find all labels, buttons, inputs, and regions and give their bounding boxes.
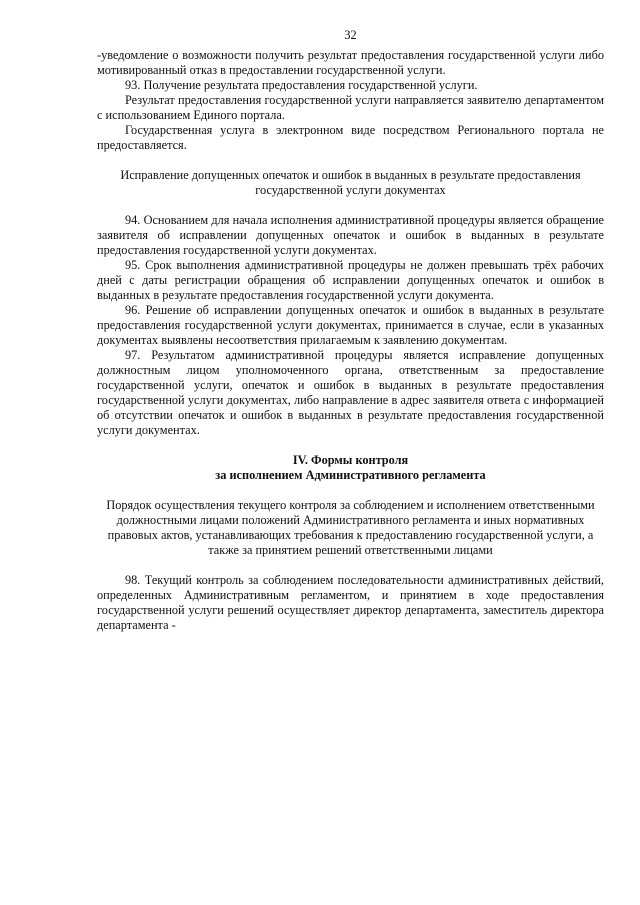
spacer [97, 198, 604, 213]
heading-corrections: Исправление допущенных опечаток и ошибок в выданных в результате предоставления государственной услуги документах [120, 168, 581, 197]
spacer [97, 153, 604, 168]
paragraph-95: 95. Срок выполнения административной процедуры не должен превышать трёх рабочих дней с даты регистрации обращения об исправлении допущенных опечаток и ошибок в выданных в результате предоставления государственной услуги документа. [97, 258, 604, 302]
paragraph-94: 94. Основанием для начала исполнения административной процедуры является обращение заявителя об исправлении допущенных опечаток и ошибок в выданных в результате предоставления государственной услуги документах. [97, 213, 604, 257]
paragraph-regional-portal: Государственная услуга в электронном виде посредством Регионального портала не предоставляется. [97, 123, 604, 152]
page-number: 32 [344, 28, 357, 42]
paragraph-result: Результат предоставления государственной услуги направляется заявителю департаментом с использованием Единого портала. [97, 93, 604, 122]
paragraph-96: 96. Решение об исправлении допущенных опечаток и ошибок в выданных в результате предоставления государственной услуги документах, принимается в случае, если в указанных документах выявлены несоответствия прилагаемым к заявлению документам. [97, 303, 604, 347]
section-title-line-2: за исполнением Административного регламента [215, 468, 486, 482]
section-title-line-1: IV. Формы контроля [292, 453, 409, 467]
spacer [97, 483, 604, 498]
paragraph-97: 97. Результатом административной процедуры является исправление допущенных должностным лицом уполномоченного органа, ответственным за предоставление государственной услуги, опечаток и ошибок в выданных в результате предоставления государственной услуги документах, либо направление в адрес заявителя ответа с информацией об отсутствии опечаток и ошибок в выданных в результате предоставления государственной услуги документах. [97, 348, 604, 437]
spacer [97, 438, 604, 453]
spacer [97, 558, 604, 573]
paragraph-98: 98. Текущий контроль за соблюдением последовательности административных действий, определенных Административным регламентом, и принятием в ходе предоставления государственной услуги решений осуществляет директор департамента, заместитель директора департамента - [97, 573, 604, 632]
paragraph-93: 93. Получение результата предоставления государственной услуги. [125, 78, 478, 92]
paragraph-notification: -уведомление о возможности получить результат предоставления государственной услуги либо мотивированный отказ в предоставлении государственной услуги. [97, 48, 604, 77]
heading-control-procedure: Порядок осуществления текущего контроля за соблюдением и исполнением ответственными должностными лицами положений Административного регламента и иных нормативных правовых актов, устанавливающих требования к предоставлению государственной услуги, а также за принятием решений ответственными лицами [106, 498, 595, 557]
